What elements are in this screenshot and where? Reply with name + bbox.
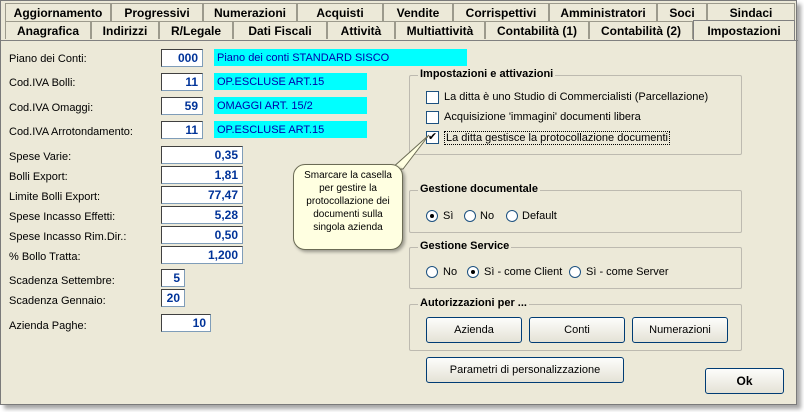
bollo-tratta-label: % Bollo Tratta: [9, 251, 81, 263]
iva-omaggi-code-input[interactable]: 59 [161, 97, 203, 115]
doc-default-label: Default [522, 210, 557, 222]
protocollazione-label: La ditta gestisce la protocollazione documenti [446, 132, 668, 144]
tab-indirizzi[interactable]: Indirizzi [91, 21, 159, 39]
tab-contabilita-2[interactable]: Contabilità (2) [589, 21, 693, 39]
doc-no-label: No [480, 210, 495, 222]
service-no-label: No [443, 266, 458, 278]
acquisizione-immagini-checkbox[interactable] [426, 111, 439, 124]
tab-contabilita-1[interactable]: Contabilità (1) [485, 21, 589, 39]
doc-si-label: Sì [443, 210, 454, 222]
doc-no-radio[interactable] [464, 210, 476, 222]
iva-omaggi-label: Cod.IVA Omaggi: [9, 102, 94, 114]
studio-commercialisti-label: La ditta è uno Studio di Commercialisti (Parcellazione) [444, 91, 709, 103]
tab-sindaci[interactable]: Sindaci [707, 3, 795, 21]
tab-amministratori[interactable]: Amministratori [549, 3, 657, 21]
service-client-radio[interactable] [467, 266, 479, 278]
scad-settembre-input[interactable]: 5 [161, 269, 185, 287]
azienda-paghe-input[interactable]: 10 [161, 314, 211, 332]
iva-arrot-code-input[interactable]: 11 [161, 121, 203, 139]
iva-bolli-label: Cod.IVA Bolli: [9, 77, 76, 89]
tab-anagrafica[interactable]: Anagrafica [5, 21, 91, 39]
spese-varie-label: Spese Varie: [9, 151, 72, 163]
tab-progressivi[interactable]: Progressivi [111, 3, 203, 21]
conti-button[interactable]: Conti [529, 317, 625, 343]
bollo-tratta-input[interactable]: 1,200 [161, 246, 243, 264]
doc-si-radio[interactable] [426, 210, 438, 222]
scad-settembre-label: Scadenza Settembre: [9, 275, 115, 287]
tooltip-balloon: Smarcare la casella per gestire la protocollazione dei documenti sulla singola azienda [293, 164, 403, 250]
gestione-documentale-title: Gestione documentale [420, 183, 538, 195]
piano-conti-label: Piano dei Conti: [9, 53, 87, 65]
parametri-personalizzazione-button[interactable]: Parametri di personalizzazione [426, 357, 624, 383]
numerazioni-button[interactable]: Numerazioni [632, 317, 728, 343]
piano-conti-description: Piano dei conti STANDARD SISCO [214, 49, 467, 66]
protocollazione-checkbox[interactable]: ✔ [427, 131, 438, 143]
scad-gennaio-label: Scadenza Gennaio: [9, 295, 106, 307]
azienda-button[interactable]: Azienda [426, 317, 522, 343]
iva-arrot-description: OP.ESCLUSE ART.15 [214, 121, 367, 138]
tab-multiattivita[interactable]: Multiattività [395, 21, 485, 39]
acquisizione-immagini-label: Acquisizione 'immagini' documenti libera [444, 111, 641, 123]
limite-bolli-label: Limite Bolli Export: [9, 191, 101, 203]
gestione-service-title: Gestione Service [420, 240, 510, 252]
tab-soci[interactable]: Soci [657, 3, 707, 21]
azienda-paghe-label: Azienda Paghe: [9, 320, 87, 332]
iva-bolli-code-input[interactable]: 11 [161, 73, 203, 91]
service-no-radio[interactable] [426, 266, 438, 278]
studio-commercialisti-checkbox[interactable] [426, 91, 439, 104]
limite-bolli-input[interactable]: 77,47 [161, 186, 243, 204]
service-server-radio[interactable] [569, 266, 581, 278]
tab-vendite[interactable]: Vendite [383, 3, 453, 21]
spese-varie-input[interactable]: 0,35 [161, 146, 243, 164]
spese-rimdir-input[interactable]: 0,50 [161, 226, 243, 244]
tab-divider [1, 40, 798, 41]
impostazioni-title: Impostazioni e attivazioni [420, 68, 554, 80]
tab-corrispettivi[interactable]: Corrispettivi [453, 3, 549, 21]
spese-rimdir-label: Spese Incasso Rim.Dir.: [9, 231, 127, 243]
tab-attivita[interactable]: Attività [327, 21, 395, 39]
piano-conti-code-input[interactable]: 000 [161, 49, 203, 67]
bolli-export-input[interactable]: 1,81 [161, 166, 243, 184]
spese-effetti-label: Spese Incasso Effetti: [9, 211, 116, 223]
tab-rlegale[interactable]: R/Legale [159, 21, 233, 39]
autorizzazioni-title: Autorizzazioni per ... [420, 297, 527, 309]
tab-impostazioni[interactable]: Impostazioni [693, 20, 795, 40]
ok-button[interactable]: Ok [705, 368, 784, 394]
service-server-label: Sì - come Server [586, 266, 669, 278]
bolli-export-label: Bolli Export: [9, 171, 68, 183]
tab-numerazioni[interactable]: Numerazioni [203, 3, 297, 21]
gestione-documentale-group [409, 190, 742, 233]
service-client-label: Sì - come Client [484, 266, 563, 278]
tab-dati-fiscali[interactable]: Dati Fiscali [233, 21, 327, 39]
tab-aggiornamento[interactable]: Aggiornamento [5, 3, 111, 21]
scad-gennaio-input[interactable]: 20 [161, 289, 185, 307]
iva-arrot-label: Cod.IVA Arrotondamento: [9, 126, 133, 138]
tab-acquisti[interactable]: Acquisti [297, 3, 383, 21]
iva-omaggi-description: OMAGGI ART. 15/2 [214, 97, 367, 114]
iva-bolli-description: OP.ESCLUSE ART.15 [214, 73, 367, 90]
spese-effetti-input[interactable]: 5,28 [161, 206, 243, 224]
doc-default-radio[interactable] [506, 210, 518, 222]
